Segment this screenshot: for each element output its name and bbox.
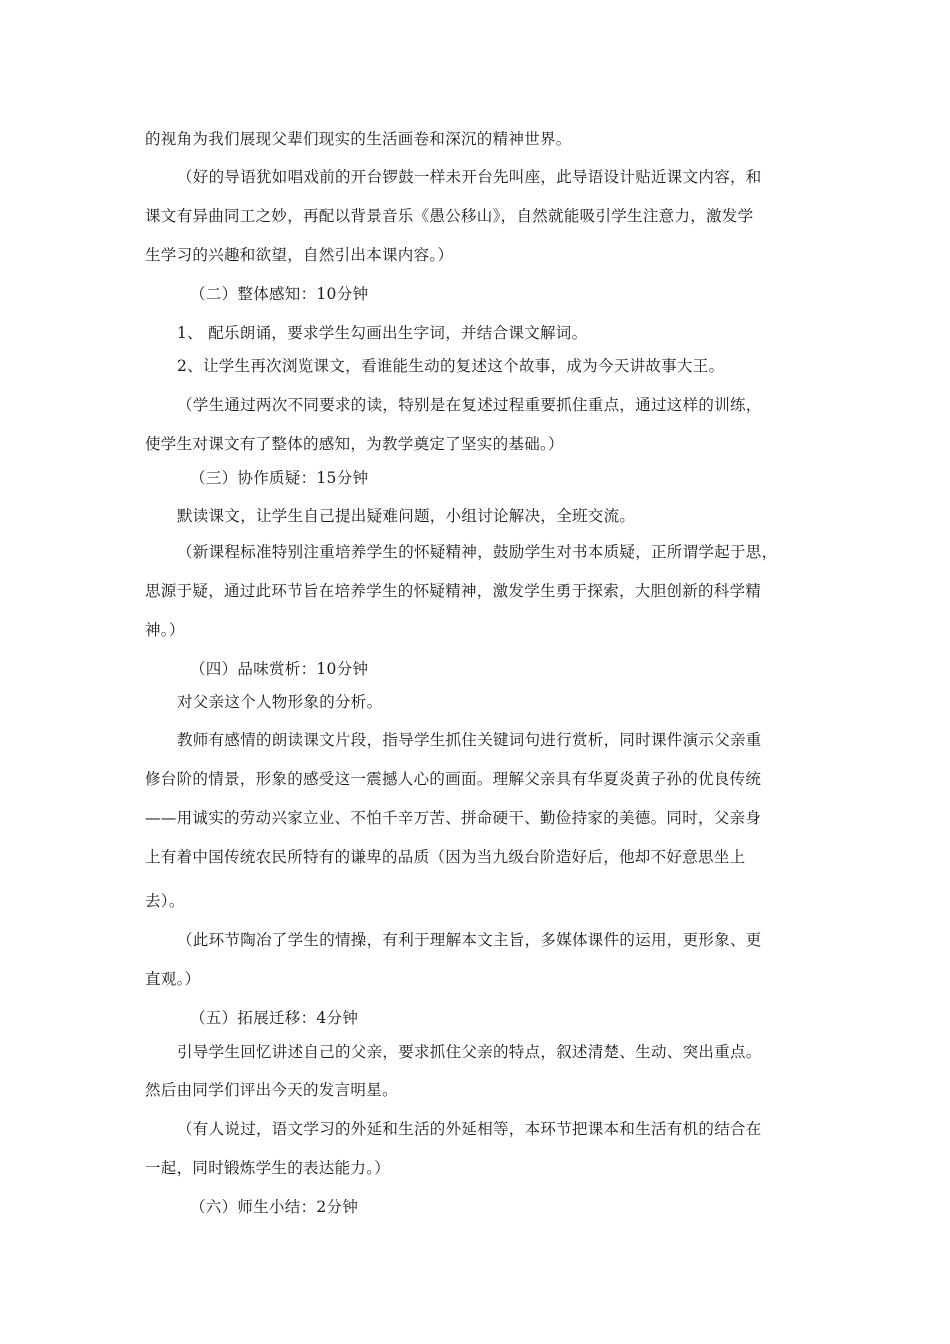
text-line: 引导学生回忆讲述自己的父亲，要求抓住父亲的特点，叙述清楚、生动、突出重点。 xyxy=(177,1043,762,1061)
section-heading: （三）协作质疑：15分钟 xyxy=(190,469,369,487)
text-line: 一起，同时锻炼学生的表达能力。） xyxy=(145,1159,391,1177)
text-line: 生学习的兴趣和欲望，自然引出本课内容。） xyxy=(145,246,454,264)
text-line: 直观。） xyxy=(145,970,201,988)
text-line: ——用诚实的劳动兴家立业、不怕千辛万苦、拼命硬干、勤俭持家的美德。同时，父亲身 xyxy=(145,809,762,827)
text-line: （好的导语犹如唱戏前的开台锣鼓一样未开台先叫座，此导语设计贴近课文内容，和 xyxy=(177,168,762,186)
section-heading: （六）师生小结：2分钟 xyxy=(190,1198,359,1216)
text-line: （有人说过，语文学习的外延和生活的外延相等，本环节把课本和生活有机的结合在 xyxy=(177,1120,762,1138)
text-line: 去）。 xyxy=(145,892,185,910)
text-line: 教师有感情的朗读课文片段，指导学生抓住关键词句进行赏析，同时课件演示父亲重 xyxy=(177,731,762,749)
section-heading: （五）拓展迁移：4分钟 xyxy=(190,1009,359,1027)
text-line: （新课程标准特别注重培养学生的怀疑精神，鼓励学生对书本质疑，正所谓学起于思， xyxy=(177,543,778,561)
section-heading: （二）整体感知：10分钟 xyxy=(190,285,369,303)
text-line: 思源于疑，通过此环节旨在培养学生的怀疑精神，激发学生勇于探索，大胆创新的科学精 xyxy=(145,582,762,600)
section-heading: （四）品味赏析：10分钟 xyxy=(190,660,369,678)
text-line: 对父亲这个人物形象的分析。 xyxy=(177,693,383,711)
text-line: 课文有异曲同工之妙，再配以背景音乐《愚公移山》，自然就能吸引学生注意力，激发学 xyxy=(145,207,754,225)
text-line: 上有着中国传统农民所特有的谦卑的品质（因为当九级台阶造好后，他却不好意思坐上 xyxy=(145,848,746,866)
text-line: 然后由同学们评出今天的发言明星。 xyxy=(145,1081,398,1099)
text-line: 的视角为我们展现父辈们现实的生活画卷和深沉的精神世界。 xyxy=(145,130,572,148)
list-item: 1、 配乐朗诵，要求学生勾画出生字词，并结合课文解词。 xyxy=(177,324,588,342)
text-line: （此环节陶冶了学生的情操，有利于理解本文主旨，多媒体课件的运用，更形象、更 xyxy=(177,931,762,949)
text-line: 神。） xyxy=(145,621,185,639)
text-line: 修台阶的情景，形象的感受这一震撼人心的画面。理解父亲具有华夏炎黄子孙的优良传统 xyxy=(145,770,762,788)
list-item: 2、让学生再次浏览课文，看谁能生动的复述这个故事，成为今天讲故事大王。 xyxy=(177,357,725,375)
text-line: （学生通过两次不同要求的读，特别是在复述过程重要抓住重点，通过这样的训练， xyxy=(177,396,762,414)
text-line: 默读课文，让学生自己提出疑难问题，小组讨论解决，全班交流。 xyxy=(177,507,636,525)
text-line: 使学生对课文有了整体的感知，为教学奠定了坚实的基础。） xyxy=(145,435,564,453)
